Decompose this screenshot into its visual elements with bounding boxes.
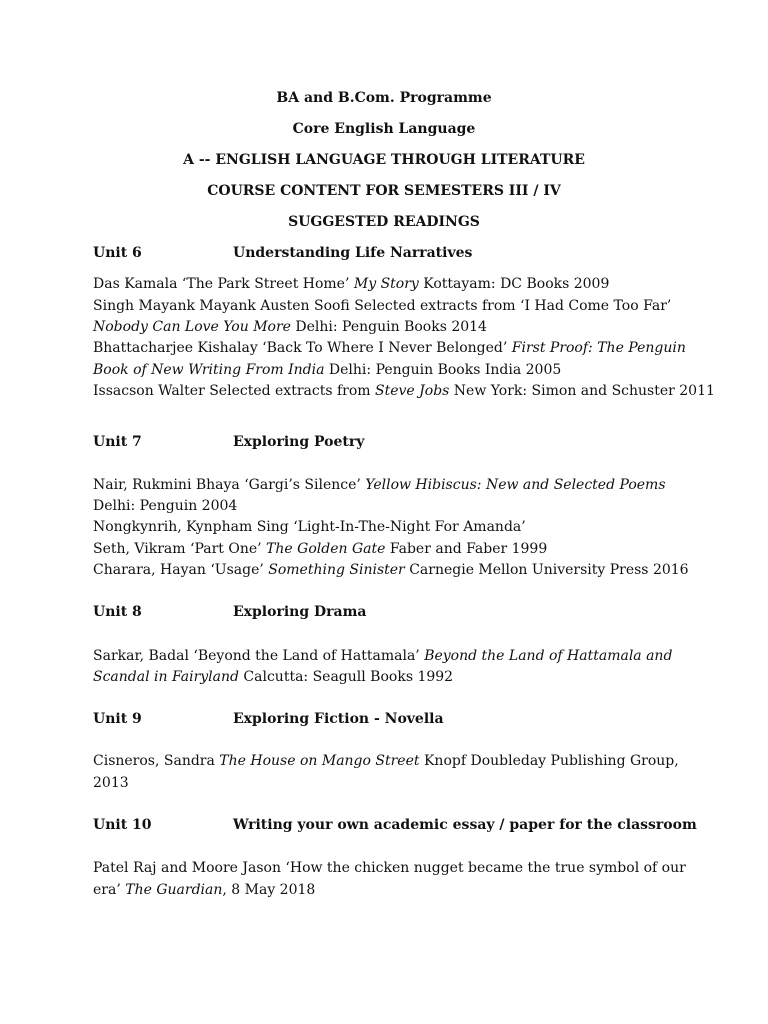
- unit-label: Unit 9: [93, 711, 142, 727]
- unit-label: Unit 10: [93, 817, 152, 833]
- reading-title-italic: The House on Mango Street: [219, 753, 420, 769]
- reading-text: Carnegie Mellon University Press 2016: [404, 562, 689, 578]
- reading-text: Knopf Doubleday Publishing Group,: [419, 753, 679, 769]
- reading-text: , 8 May 2018: [222, 882, 316, 898]
- reading-text: New York: Simon and Schuster 2011: [449, 383, 715, 399]
- reading-text: Issacson Walter Selected extracts from: [93, 383, 375, 399]
- reading-title-italic: First Proof: The Penguin: [511, 340, 686, 356]
- reading-text: Sarkar, Badal ‘Beyond the Land of Hattamala’: [93, 648, 425, 664]
- course-title: Core English Language: [292, 121, 476, 137]
- reading-text: Bhattacharjee Kishalay ‘Back To Where I Never Belonged’: [93, 340, 512, 356]
- reading-title-italic: The Golden Gate: [266, 541, 386, 557]
- reading-text: Delhi: Penguin Books 2014: [290, 319, 487, 335]
- reading-text: 2013: [93, 775, 129, 791]
- reading-line: [93, 339, 686, 357]
- section-title: A -- ENGLISH LANGUAGE THROUGH LITERATURE: [183, 152, 585, 168]
- reading-line: [93, 518, 526, 536]
- reading-title-italic: Scandal in Fairyland: [93, 669, 239, 685]
- reading-text: Seth, Vikram ‘Part One’: [93, 541, 267, 557]
- reading-line: [93, 318, 487, 336]
- reading-line: [93, 561, 689, 579]
- reading-line: [93, 859, 686, 877]
- reading-line: [93, 275, 609, 293]
- reading-text: Singh Mayank Mayank Austen Soofi Selected extracts from ‘I Had Come Too Far’: [93, 298, 672, 314]
- unit-title: Writing your own academic essay / paper for the classroom: [233, 817, 697, 833]
- reading-title-italic: Beyond the Land of Hattamala and: [424, 648, 673, 664]
- reading-title-italic: Yellow Hibiscus: New and Selected Poems: [365, 477, 666, 493]
- reading-line: [93, 774, 129, 792]
- reading-text: Patel Raj and Moore Jason ‘How the chicken nugget became the true symbol of our: [93, 860, 686, 876]
- reading-title-italic: Book of New Writing From India: [93, 362, 325, 378]
- reading-title-italic: Something Sinister: [268, 562, 405, 578]
- reading-line: [93, 297, 671, 315]
- reading-text: Nair, Rukmini Bhaya ‘Gargi’s Silence’: [93, 477, 366, 493]
- unit-label: Unit 8: [93, 604, 142, 620]
- reading-line: [93, 361, 561, 379]
- semester-title: COURSE CONTENT FOR SEMESTERS III / IV: [207, 183, 561, 199]
- reading-line: [93, 540, 547, 558]
- reading-title-italic: Steve Jobs: [375, 383, 450, 399]
- unit-title: Exploring Poetry: [233, 434, 365, 450]
- reading-line: [93, 476, 666, 494]
- reading-text: Kottayam: DC Books 2009: [418, 276, 610, 292]
- reading-line: [93, 382, 715, 400]
- unit-label: Unit 7: [93, 434, 142, 450]
- unit-label: Unit 6: [93, 245, 142, 261]
- reading-title-italic: My Story: [353, 276, 419, 292]
- reading-text: Das Kamala ‘The Park Street Home’: [93, 276, 354, 292]
- unit-title: Exploring Fiction - Novella: [233, 711, 444, 727]
- programme-title: BA and B.Com. Programme: [276, 90, 492, 106]
- reading-title-italic: Nobody Can Love You More: [93, 319, 291, 335]
- reading-text: Calcutta: Seagull Books 1992: [238, 669, 454, 685]
- reading-text: Cisneros, Sandra: [93, 753, 220, 769]
- reading-line: [93, 497, 237, 515]
- reading-line: [93, 647, 672, 665]
- unit-title: Understanding Life Narratives: [233, 245, 473, 261]
- reading-title-italic: The Guardian: [125, 882, 223, 898]
- reading-text: Delhi: Penguin 2004: [93, 498, 238, 514]
- reading-line: [93, 752, 679, 770]
- reading-text: era’: [93, 882, 126, 898]
- readings-heading: SUGGESTED READINGS: [288, 214, 480, 230]
- reading-text: Faber and Faber 1999: [385, 541, 548, 557]
- reading-line: [93, 668, 453, 686]
- reading-text: Nongkynrih, Kynpham Sing ‘Light-In-The-Night For Amanda’: [93, 519, 526, 535]
- unit-title: Exploring Drama: [233, 604, 367, 620]
- reading-text: Delhi: Penguin Books India 2005: [324, 362, 562, 378]
- reading-text: Charara, Hayan ‘Usage’: [93, 562, 269, 578]
- reading-line: [93, 881, 315, 899]
